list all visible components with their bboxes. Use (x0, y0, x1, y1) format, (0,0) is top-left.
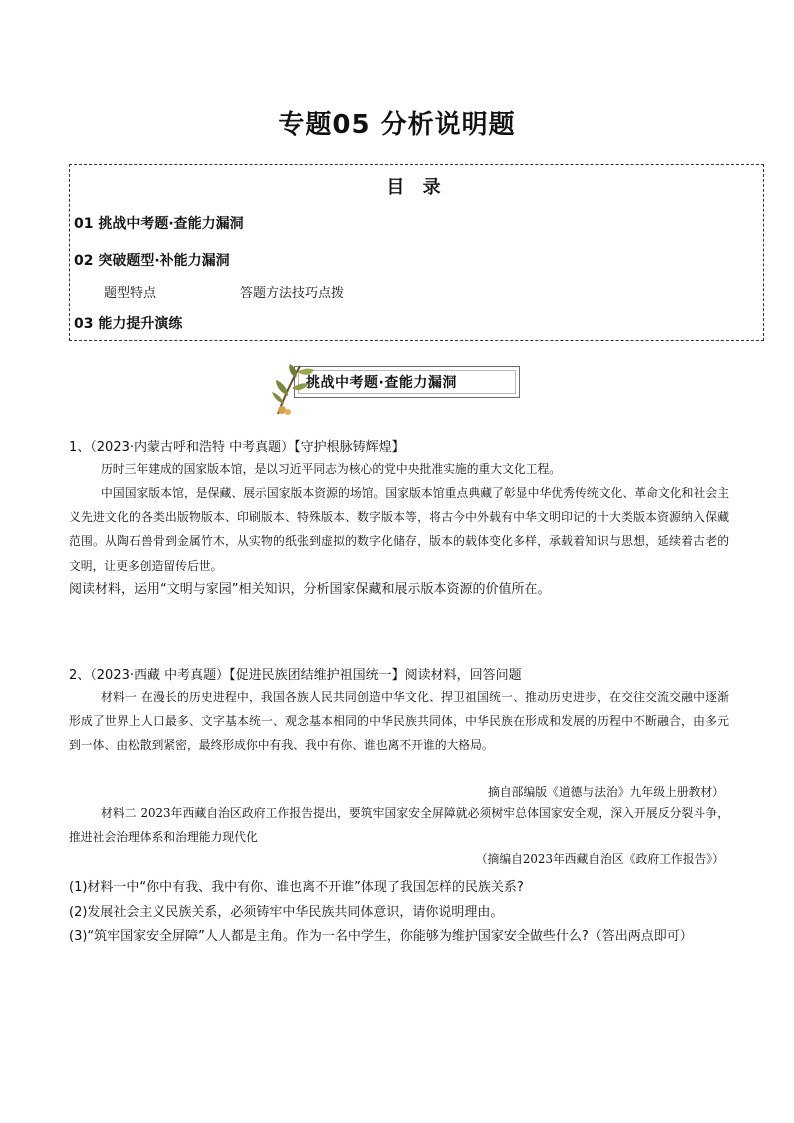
question-1-heading: 1、（2023·内蒙古呼和浩特 中考真题）【守护根脉铸辉煌】 (69, 440, 405, 455)
material-2-source: （摘编自2023年西藏自治区《政府工作报告》） (475, 852, 724, 866)
banner-label: 挑战中考题·查能力漏洞 (306, 375, 457, 391)
toc-subitem-methods: 答题方法技巧点拨 (240, 286, 345, 301)
question-2-heading: 2、（2023·西藏 中考真题）【促进民族团结维护祖国统一】阅读材料，回答问题 (69, 668, 522, 683)
question-1-paragraph-1: 历时三年建成的国家版本馆，是以习近平同志为核心的党中央批准实施的重大文化工程。 (101, 462, 562, 476)
toc-heading: 目 录 (386, 177, 447, 198)
question-1-prompt: 阅读材料，运用“文明与家园”相关知识，分析国家保藏和展示版本资源的价值所在。 (69, 582, 551, 597)
toc-subitem-features: 题型特点 (104, 286, 157, 301)
section-banner (270, 358, 524, 414)
question-1-paragraph-2: 中国国家版本馆，是保藏、展示国家版本资源的场馆。国家版本馆重点典藏了彰显中华优秀传统文化、革命文化和社会主义先进文化的各类出版物版本、印刷版本、特殊版本、数字版本等，将古今中外载有中华文明印记的十大类版本资源纳入保藏范围。从陶石兽骨到金属竹木，从实物的纸张到虚拟的数字化储存，版本的载体变化多样，承载着知识与思想，延续着古老的文明，让更多创造留传后世。 (69, 486, 729, 573)
question-2-material-1: 材料一 在漫长的历史进程中，我国各族人民共同创造中华文化、捍卫祖国统一、推动历史进步，在交往交流交融中逐渐形成了世界上人口最多、文字基本统一、观念基本相同的中华民族共同体，中华民族在形成和发展的历程中不断融合，由多元到一体、由松散到紧密，最终形成你中有我、我中有你、谁也离不开谁的大格局。 (69, 690, 729, 753)
page-title: 专题05 分析说明题 (278, 110, 516, 140)
toc-item-1: 01 挑战中考题·查能力漏洞 (74, 216, 244, 232)
question-2-sub-3: (3)“筑牢国家安全屏障”人人都是主角。作为一名中学生，你能够为维护国家安全做些什么?（答出两点即可） (69, 929, 693, 944)
toc-item-2: 02 突破题型·补能力漏洞 (74, 253, 230, 269)
toc-item-3: 03 能力提升演练 (74, 316, 183, 332)
question-2-sub-1: (1)材料一中“你中有我、我中有你、谁也离不开谁”体现了我国怎样的民族关系? (69, 880, 524, 895)
question-2-sub-2: (2)发展社会主义民族关系，必须铸牢中华民族共同体意识，请你说明理由。 (69, 905, 504, 920)
table-of-contents (69, 164, 764, 341)
material-1-source: 摘自部编版《道德与法治》九年级上册教材） (488, 785, 724, 799)
question-2-material-2: 材料二 2023年西藏自治区政府工作报告提出，要筑牢国家安全屏障就必须树牢总体国家安全观，深入开展反分裂斗争，推进社会治理体系和治理能力现代化 (69, 806, 729, 845)
